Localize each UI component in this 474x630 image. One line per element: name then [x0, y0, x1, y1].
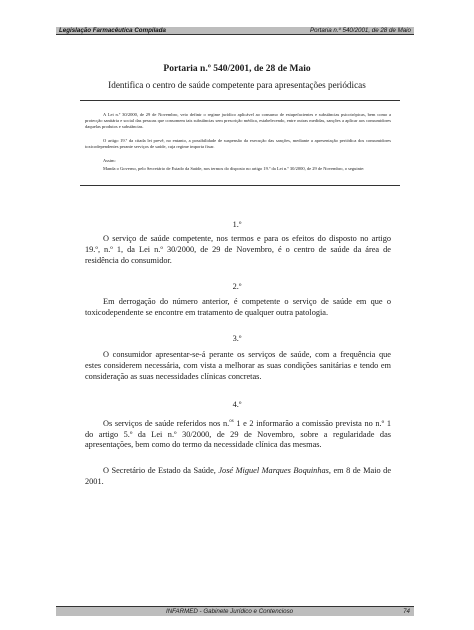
article-3-body: O consumidor apresentar-se-á perante os serviços de saúde, com a frequência que estes considerem necessária, com vista a melhorar as suas condições sanitárias e tendo em consideração as suas necessidades clínicas concretas. — [85, 350, 391, 381]
article-4-body-end: 1 e 2 informarão a comissão prevista no n.º 1 do artigo 5.º da Lei n.º 30/2000, de 29 de Novembro, sobre a regularidade das apresentações, bem como do termo da necessidade clínica das mesmas. — [85, 418, 391, 450]
preamble-text-1: A Lei n.º 30/2000, de 29 de Novembro, veio definir o regime jurídico aplicável ao consumo de estupefacientes e substâncias psicotrópicas, bem como a protecção sanitária e social das pessoas que consomem tais substâncias sem prescrição médica, estabelecendo, entre outras medidas, sanções a aplicar aos consumidores daquelas produtos e substâncias. — [85, 112, 391, 129]
preamble-paragraph-1 — [85, 112, 391, 130]
preamble-paragraph-4 — [85, 166, 391, 172]
page-header — [56, 27, 414, 35]
article-1-body: O serviço de saúde competente, nos termos e para os efeitos do disposto no artigo 19.º, n.º 1, da Lei n.º 30/2000, de 29 de Novembro, é o centro de saúde da área de residência do consumidor. — [85, 234, 391, 265]
signatory-name: José Miguel Marques Boquinhas — [218, 466, 329, 475]
header-collection-title: Legislação Farmacêutica Compilada — [59, 27, 166, 34]
footer-publisher: INFARMED - Gabinete Jurídico e Contencioso — [165, 608, 294, 615]
article-2-number: 2.º — [232, 282, 242, 291]
header-document-ref: Portaria n.º 540/2001, de 28 de Maio — [310, 27, 411, 34]
article-1-number: 1.º — [232, 220, 242, 229]
article-4-superscript: os — [229, 419, 234, 424]
page-number: 74 — [403, 608, 410, 615]
page-footer — [56, 606, 414, 616]
preamble-text-3: Assim: — [103, 158, 116, 163]
preamble-top-rule — [80, 100, 400, 101]
article-4-text — [85, 417, 391, 451]
preamble-paragraph-3 — [85, 158, 391, 164]
signature-prefix: O Secretário de Estado da Saúde, — [103, 466, 219, 475]
preamble-paragraph-2 — [85, 138, 391, 150]
signature-date: , em 8 de Maio de 2001. — [85, 466, 392, 486]
article-2-body: Em derrogação do número anterior, é competente o serviço de saúde em que o toxicodependente se encontre em tratamento de qualquer outra patologia. — [85, 297, 391, 317]
article-2-text — [85, 297, 391, 319]
article-1-text — [85, 234, 391, 266]
signature-paragraph — [85, 466, 391, 488]
document-subtitle: Identifica o centro de saúde competente para apresentações periódicas — [108, 80, 366, 90]
article-3-text — [85, 350, 391, 382]
document-title: Portaria n.º 540/2001, de 28 de Maio — [163, 64, 311, 74]
article-4-number: 4.º — [232, 400, 242, 409]
article-4-body-start: Os serviços de saúde referidos nos n. — [103, 418, 230, 428]
preamble-text-2: O artigo 19.º da citada lei prevê, no entanto, a possibilidade de suspensão da execução das sanções, mediante a apresentação periódica dos consumidores toxicodependentes perante serviços de saúde, cuja regime importa fixar. — [85, 138, 391, 149]
preamble-text-4: Manda o Governo, pelo Secretário de Estado da Saúde, nos termos do disposto no artigo 19.º da Lei n.º 30/2000, de 29 de Novembro, o seguinte: — [103, 166, 365, 171]
article-3-number: 3.º — [232, 334, 242, 343]
preamble-bottom-rule — [80, 185, 400, 186]
